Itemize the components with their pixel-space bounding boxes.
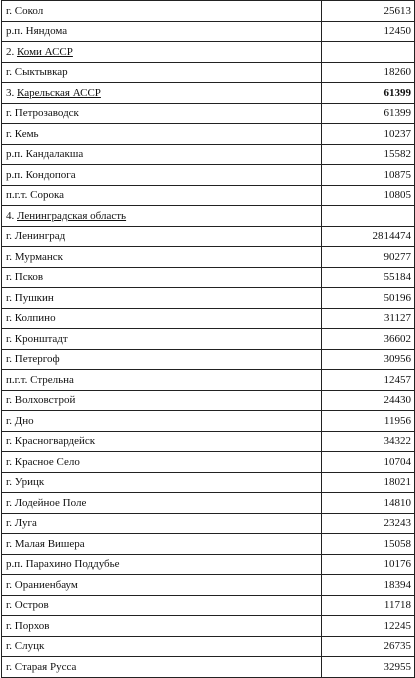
settlement-row [2, 329, 415, 350]
settlement-row [2, 636, 415, 657]
settlement-row [2, 370, 415, 391]
settlement-row [2, 452, 415, 473]
settlement-row [2, 513, 415, 534]
population-cell: 24430 [322, 390, 415, 411]
population-cell: 34322 [322, 431, 415, 452]
region-header-cell [2, 83, 322, 104]
population-cell: 25613 [322, 1, 415, 22]
settlement-row [2, 493, 415, 514]
population-cell: 30956 [322, 349, 415, 370]
population-cell: 23243 [322, 513, 415, 534]
region-title: Коми АССР [17, 45, 73, 58]
region-header-row [2, 206, 415, 227]
population-cell: 36602 [322, 329, 415, 350]
settlement-name-cell: г. Слуцк [2, 636, 322, 657]
population-cell: 31127 [322, 308, 415, 329]
settlement-name-cell: г. Красногвардейск [2, 431, 322, 452]
population-cell [322, 206, 415, 227]
settlement-row [2, 267, 415, 288]
settlement-row [2, 103, 415, 124]
population-cell: 61399 [322, 83, 415, 104]
population-cell: 10704 [322, 452, 415, 473]
settlement-row [2, 349, 415, 370]
settlement-name-cell: г. Малая Вишера [2, 534, 322, 555]
population-cell: 14810 [322, 493, 415, 514]
settlement-name-cell: г. Колпино [2, 308, 322, 329]
population-cell [322, 42, 415, 63]
settlement-row [2, 411, 415, 432]
population-cell: 10805 [322, 185, 415, 206]
settlement-row [2, 124, 415, 145]
region-header-row [2, 42, 415, 63]
population-cell: 55184 [322, 267, 415, 288]
population-cell: 10875 [322, 165, 415, 186]
settlement-name-cell: г. Петрозаводск [2, 103, 322, 124]
population-cell: 12450 [322, 21, 415, 42]
settlement-row [2, 62, 415, 83]
region-header-row [2, 83, 415, 104]
settlement-row [2, 390, 415, 411]
settlement-name-cell: р.п. Кандалакша [2, 144, 322, 165]
region-title: Ленинградская область [17, 209, 127, 222]
settlement-name-cell: г. Ленинград [2, 226, 322, 247]
settlement-row [2, 165, 415, 186]
region-header-cell [2, 206, 322, 227]
population-cell: 10176 [322, 554, 415, 575]
settlement-name-cell: г. Порхов [2, 616, 322, 637]
population-cell: 11956 [322, 411, 415, 432]
region-number: 3. [6, 86, 15, 99]
population-cell: 18394 [322, 575, 415, 596]
settlement-row [2, 595, 415, 616]
population-cell: 2814474 [322, 226, 415, 247]
region-header-cell [2, 42, 322, 63]
settlement-row [2, 21, 415, 42]
settlement-row [2, 534, 415, 555]
settlement-name-cell: п.г.т. Стрельна [2, 370, 322, 391]
settlement-row [2, 247, 415, 268]
population-cell: 15582 [322, 144, 415, 165]
settlement-row [2, 226, 415, 247]
region-number: 4. [6, 209, 15, 222]
settlement-name-cell: г. Петергоф [2, 349, 322, 370]
settlement-name-cell: г. Луга [2, 513, 322, 534]
population-cell: 18021 [322, 472, 415, 493]
population-cell: 12457 [322, 370, 415, 391]
census-document [1, 0, 414, 678]
settlement-name-cell: г. Остров [2, 595, 322, 616]
settlement-name-cell: п.г.т. Сорока [2, 185, 322, 206]
settlement-name-cell: р.п. Парахино Поддубье [2, 554, 322, 575]
population-cell: 61399 [322, 103, 415, 124]
settlement-name-cell: г. Урицк [2, 472, 322, 493]
settlement-row [2, 431, 415, 452]
population-cell: 90277 [322, 247, 415, 268]
settlement-row [2, 1, 415, 22]
settlement-name-cell: г. Кемь [2, 124, 322, 145]
settlement-name-cell: г. Лодейное Поле [2, 493, 322, 514]
settlement-row [2, 144, 415, 165]
settlement-name-cell: г. Дно [2, 411, 322, 432]
settlement-name-cell: г. Кронштадт [2, 329, 322, 350]
population-table [1, 0, 415, 678]
settlement-name-cell: г. Старая Русса [2, 657, 322, 678]
settlement-row [2, 575, 415, 596]
settlement-row [2, 185, 415, 206]
settlement-name-cell: г. Пушкин [2, 288, 322, 309]
region-title: Карельская АССР [17, 86, 101, 99]
population-cell: 50196 [322, 288, 415, 309]
population-cell: 18260 [322, 62, 415, 83]
population-cell: 10237 [322, 124, 415, 145]
settlement-row [2, 657, 415, 678]
population-table-body [2, 1, 415, 678]
settlement-name-cell: г. Волховстрой [2, 390, 322, 411]
population-cell: 11718 [322, 595, 415, 616]
settlement-row [2, 472, 415, 493]
region-number: 2. [6, 45, 15, 58]
settlement-row [2, 288, 415, 309]
settlement-row [2, 616, 415, 637]
settlement-name-cell: г. Красное Село [2, 452, 322, 473]
settlement-row [2, 554, 415, 575]
population-cell: 15058 [322, 534, 415, 555]
settlement-name-cell: г. Сыктывкар [2, 62, 322, 83]
population-cell: 32955 [322, 657, 415, 678]
settlement-name-cell: г. Мурманск [2, 247, 322, 268]
settlement-name-cell: р.п. Няндома [2, 21, 322, 42]
settlement-name-cell: г. Сокол [2, 1, 322, 22]
population-cell: 26735 [322, 636, 415, 657]
population-cell: 12245 [322, 616, 415, 637]
settlement-name-cell: г. Псков [2, 267, 322, 288]
settlement-row [2, 308, 415, 329]
settlement-name-cell: г. Ораниенбаум [2, 575, 322, 596]
settlement-name-cell: р.п. Кондопога [2, 165, 322, 186]
